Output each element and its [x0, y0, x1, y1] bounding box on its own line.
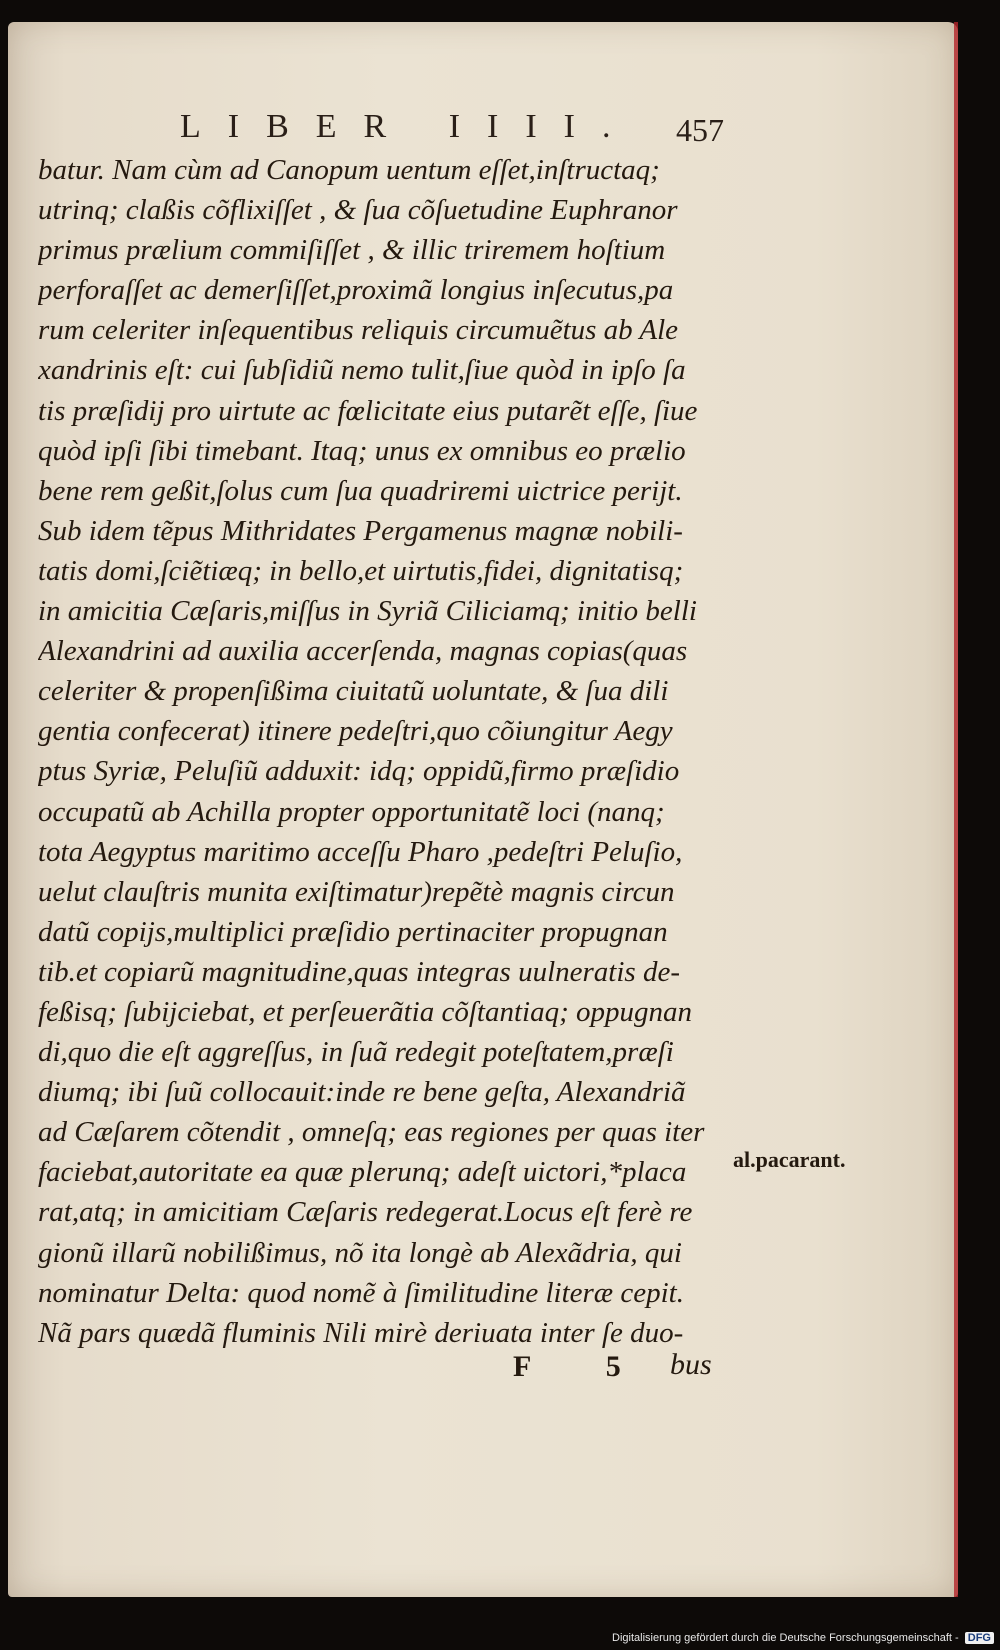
footer-text: Digitalisierung gefördert durch die Deutsche Forschungsgemeinschaft - — [612, 1632, 959, 1644]
text-line: gionũ illarũ nobilißimus, nõ ita longè ab Alexãdria, qui — [38, 1236, 682, 1269]
digitization-footer — [612, 1632, 994, 1644]
text-line: tatis domi,ſciẽtiæq; in bello,et uirtutis,fidei, dignitatisq; — [38, 554, 684, 587]
text-line: perforaſſet ac demerſiſſet,proximã longius inſecutus,pa — [38, 274, 674, 307]
running-head-title: LIBER IIII. — [180, 108, 638, 145]
signature-mark: F 5 — [513, 1350, 655, 1383]
text-line: Sub idem tẽpus Mithridates Pergamenus magnæ nobili- — [38, 514, 683, 547]
page-number: 457 — [676, 112, 724, 148]
text-line: rum celeriter inſequentibus reliquis circumuẽtus ab Ale — [38, 314, 679, 347]
text-line: Alexandrini ad auxilia accerſenda, magnas copias(quas — [38, 635, 688, 668]
text-line: ptus Syriæ, Peluſiũ adduxit: idq; oppidũ,firmo præſidio — [38, 755, 680, 788]
text-line: feßisq; ſubijciebat, et perſeuerãtia cõſtantiaq; oppugnan — [38, 995, 693, 1028]
text-line: Nã pars quædã fluminis Nili mirè deriuata inter ſe duo- — [38, 1316, 684, 1349]
text-line: datũ copijs,multiplici præſidio pertinaciter propugnan — [38, 915, 668, 948]
text-line: tota Aegyptus maritimo acceſſu Pharo ,pedeſtri Peluſio, — [38, 835, 683, 868]
running-head — [8, 84, 958, 148]
text-line: diumq; ibi ſuũ collocauit:inde re bene geſta, Alexandriã — [38, 1076, 686, 1109]
text-line: bene rem geßit,ſolus cum ſua quadriremi uictrice perijt. — [38, 474, 683, 507]
text-line: occupatũ ab Achilla propter opportunitatẽ loci (nanq; — [38, 795, 665, 828]
text-line: quòd ipſi ſibi timebant. Itaq; unus ex omnibus eo prælio — [38, 434, 686, 467]
book-page — [8, 22, 958, 1597]
catchword: bus — [670, 1348, 712, 1381]
text-line: celeriter & propenſißima ciuitatũ uoluntate, & ſua dili — [38, 675, 669, 708]
text-line: nominatur Delta: quod nomẽ à ſimilitudine literæ cepit. — [38, 1276, 684, 1309]
text-line: utrinq; claßis cõflixiſſet , & ſua cõſuetudine Euphranor — [38, 194, 678, 227]
marginal-note: al.pacarant. — [733, 1147, 846, 1172]
dfg-logo: DFG — [965, 1632, 994, 1644]
text-line: tis præſidij pro uirtute ac fœlicitate eius putarẽt eſſe, ſiue — [38, 394, 698, 427]
text-line: tib.et copiarũ magnitudine,quas integras uulneratis de- — [38, 955, 680, 988]
text-line: rat,atq; in amicitiam Cæſaris redegerat.Locus eſt ferè re — [38, 1196, 693, 1229]
text-line: faciebat,autoritate ea quæ plerunq; adeſt uictori,*placa — [38, 1156, 687, 1189]
text-line: ad Cæſarem cõtendit , omneſq; eas regiones per quas iter — [38, 1116, 705, 1149]
text-line: batur. Nam cùm ad Canopum uentum eſſet,inſtructaq; — [38, 154, 660, 186]
text-line: uelut clauſtris munita exiſtimatur)repẽtè magnis circun — [38, 875, 675, 908]
text-line: gentia confecerat) itinere pedeſtri,quo cõiungitur Aegy — [38, 715, 673, 748]
text-line: di,quo die eſt aggreſſus, in ſuã redegit poteſtatem,præſi — [38, 1036, 674, 1069]
main-text-block — [38, 150, 758, 1353]
text-line: in amicitia Cæſaris,miſſus in Syriã Ciliciamq; initio belli — [38, 595, 697, 628]
text-line: primus prælium commiſiſſet , & illic triremem hoſtium — [38, 234, 666, 267]
text-line: xandrinis eſt: cui ſubſidiũ nemo tulit,ſiue quòd in ipſo ſa — [38, 354, 686, 387]
